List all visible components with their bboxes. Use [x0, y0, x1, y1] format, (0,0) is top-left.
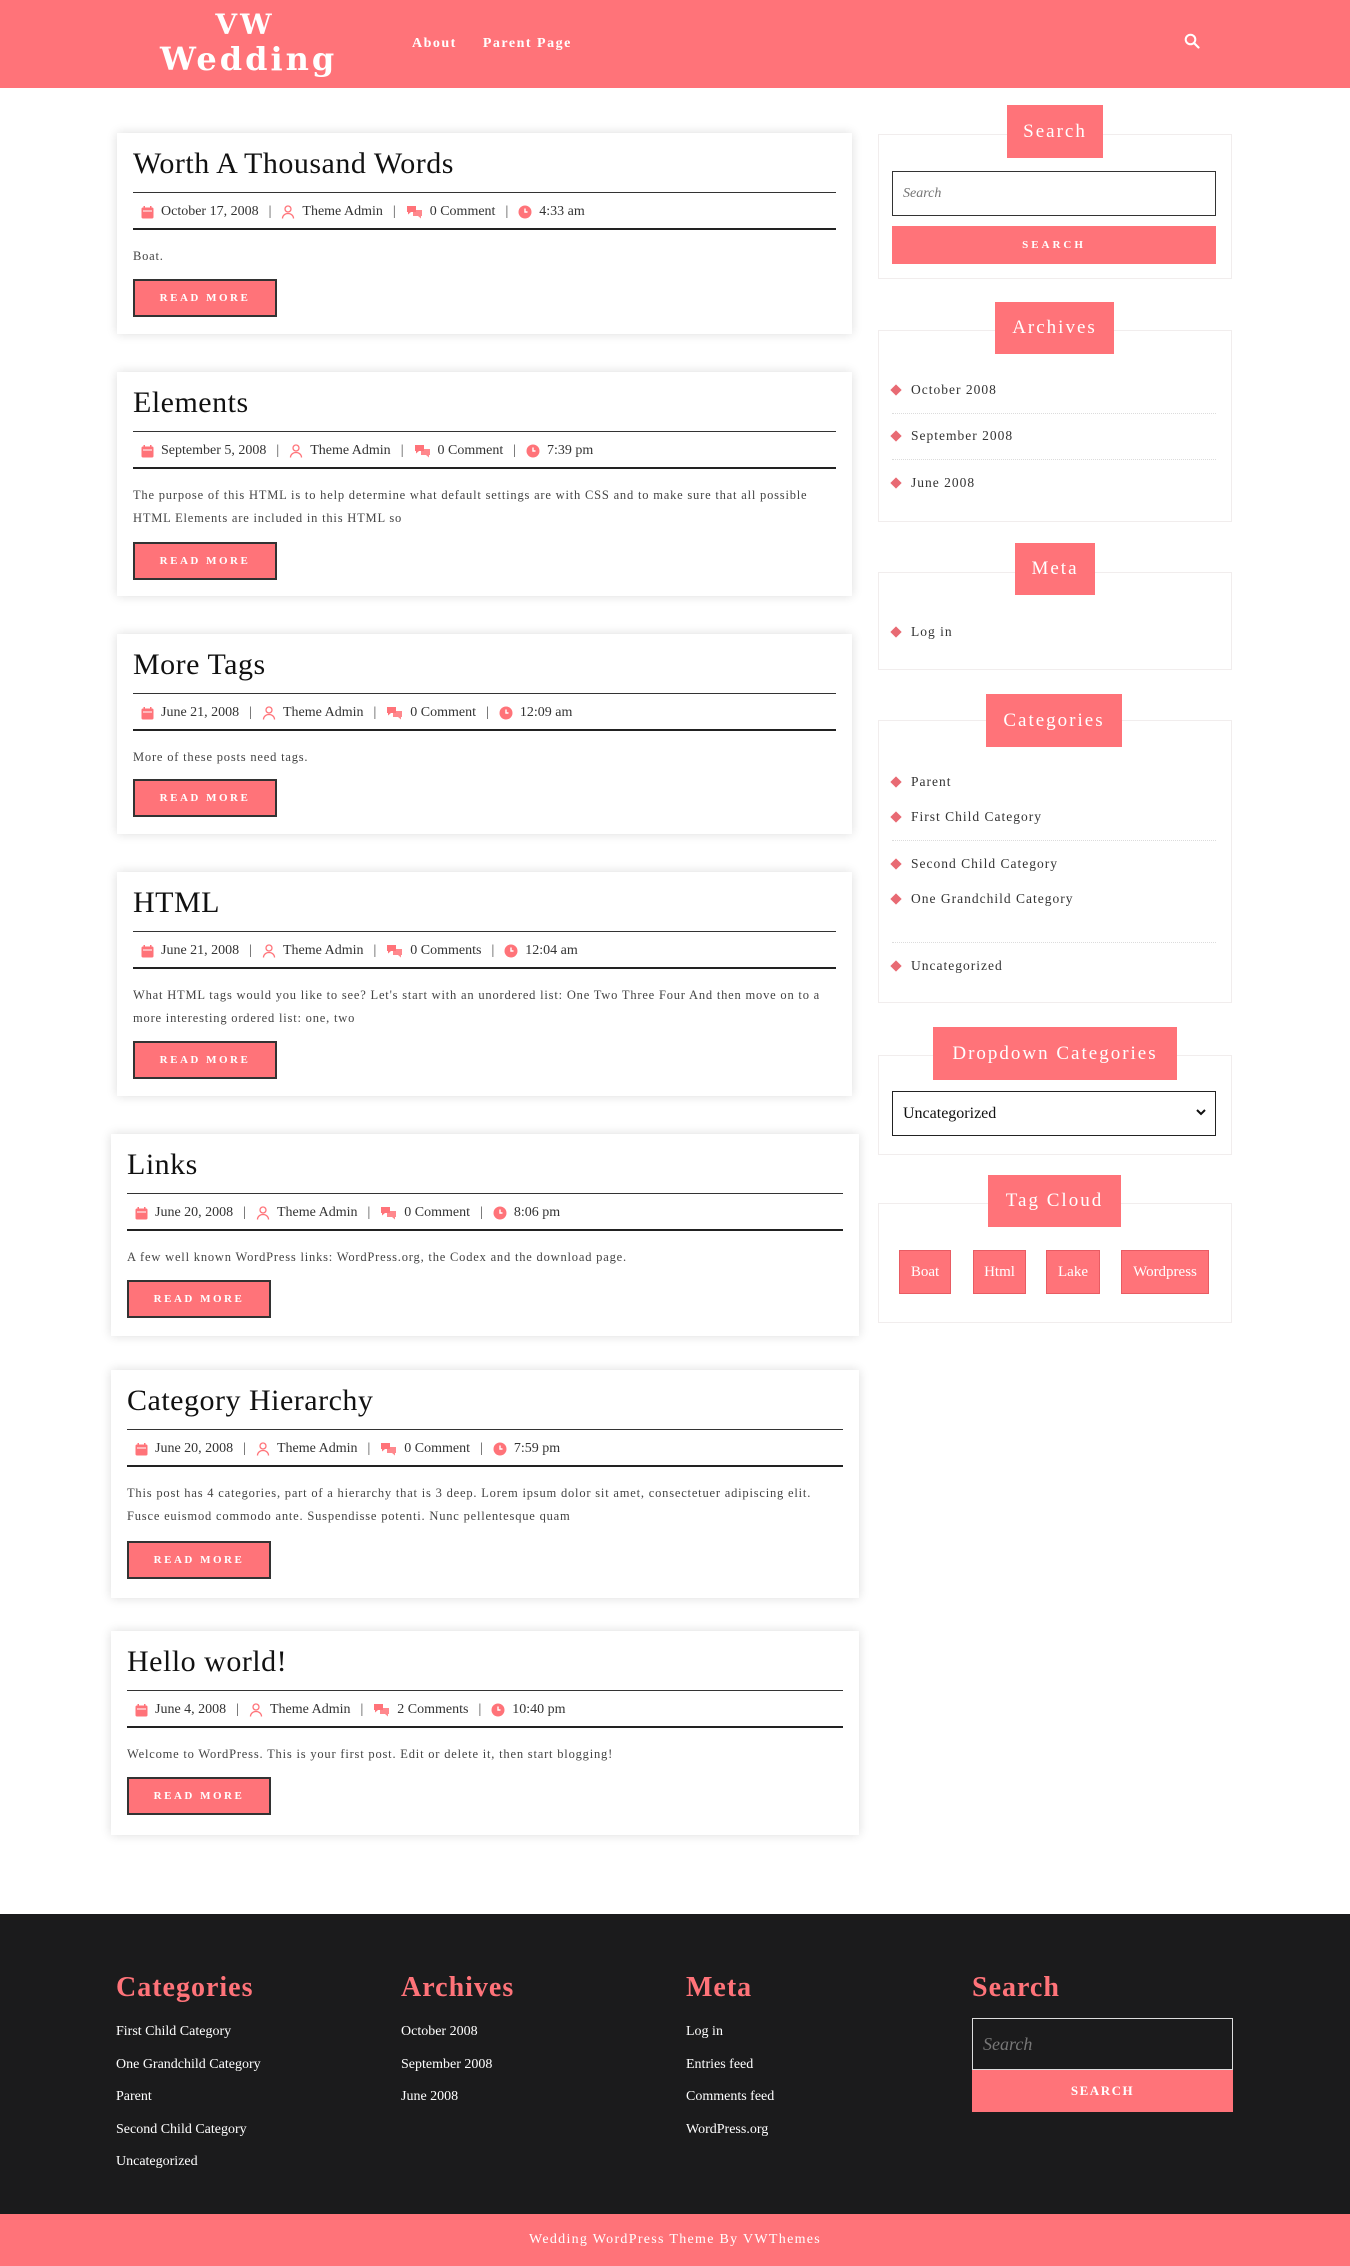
footer-meta-title: Meta [686, 1972, 753, 2003]
comments-icon [386, 706, 403, 720]
category-link[interactable]: Parent [892, 774, 1216, 790]
post-card [111, 1370, 859, 1598]
post-author[interactable]: Theme Admin [310, 443, 391, 458]
post-title[interactable]: Worth A Thousand Words [133, 147, 454, 180]
meta-separator: | [276, 443, 280, 458]
meta-separator: | [491, 943, 495, 958]
search-icon [1184, 33, 1200, 49]
post-date[interactable]: June 21, 2008 [161, 705, 240, 720]
post-card [117, 372, 852, 596]
title-divider [127, 1429, 843, 1430]
widget-title-dropdown-categories: Dropdown Categories [933, 1027, 1177, 1080]
widget-title-meta: Meta [1015, 543, 1095, 595]
category-link[interactable]: Uncategorized [892, 958, 1216, 974]
footer-meta-link[interactable]: Log in [686, 2024, 723, 2039]
post-excerpt: This post has 4 categories, part of a hierarchy that is 3 deep. Lorem ipsum dolor sit amet, consectetuer adipiscing elit. Fusce euismod commodo ante. Suspendisse potenti. Nunc pellentesque quam [127, 1486, 812, 1523]
title-divider [133, 693, 836, 694]
site-logo[interactable] [160, 8, 338, 78]
main-nav [412, 36, 572, 52]
archive-link[interactable]: June 2008 [892, 475, 1216, 491]
post-meta [141, 937, 836, 965]
footer-meta-link[interactable]: Comments feed [686, 2089, 775, 2104]
divider [892, 942, 1216, 943]
read-more-button[interactable]: READ MORE [133, 779, 277, 817]
post-comments[interactable]: 0 Comment [404, 1205, 471, 1220]
meta-separator: | [243, 1441, 246, 1456]
archive-link[interactable]: September 2008 [892, 428, 1216, 444]
diamond-bullet-icon [890, 626, 901, 637]
read-more-button[interactable]: READ MORE [133, 1041, 277, 1079]
post-title[interactable]: Links [127, 1148, 198, 1181]
divider [892, 413, 1216, 414]
clock-icon [499, 706, 513, 720]
calendar-icon [135, 1704, 148, 1717]
post-author[interactable]: Theme Admin [302, 204, 383, 219]
meta-separator: | [367, 1441, 371, 1456]
sidebar-search-input[interactable] [892, 171, 1216, 216]
user-icon [249, 1703, 263, 1717]
diamond-bullet-icon [890, 811, 901, 822]
clock-icon [518, 205, 532, 219]
widget-title-categories: Categories [986, 694, 1122, 747]
diamond-bullet-icon [890, 477, 901, 488]
read-more-button[interactable]: READ MORE [127, 1541, 271, 1579]
tag-link[interactable]: Lake [1046, 1250, 1100, 1294]
title-divider [127, 1193, 843, 1194]
widget-title-tag-cloud: Tag Cloud [988, 1175, 1121, 1227]
post-date[interactable]: June 4, 2008 [155, 1702, 227, 1717]
post-excerpt: What HTML tags would you like to see? Let's start with an unordered list: One Two Three Four And then move on to a more interesting ordered list: one, two [133, 988, 821, 1025]
tag-link[interactable]: Wordpress [1121, 1250, 1209, 1294]
comments-icon [380, 1206, 397, 1220]
post-card [117, 133, 852, 334]
title-divider [133, 192, 836, 193]
post-author[interactable]: Theme Admin [282, 705, 364, 720]
post-excerpt: A few well known WordPress links: WordPress.org, the Codex and the download page. [127, 1250, 627, 1264]
header-search-button[interactable] [1184, 33, 1210, 59]
title-divider [133, 931, 836, 932]
logo-line2: Wedding [160, 40, 338, 78]
logo-line1: VW [215, 8, 275, 41]
post-time: 7:59 pm [513, 1441, 561, 1456]
title-divider [127, 1690, 843, 1691]
copyright-text[interactable]: Wedding WordPress Theme By VWThemes [528, 2232, 822, 2247]
meta-divider [127, 1465, 843, 1467]
post-meta [135, 1199, 843, 1227]
footer-search-input[interactable]: Search [972, 2018, 1233, 2070]
meta-divider [133, 967, 836, 969]
post-card [111, 1631, 859, 1835]
clock-icon [493, 1442, 507, 1456]
post-title[interactable]: Elements [133, 386, 249, 419]
read-more-button[interactable]: READ MORE [133, 279, 277, 317]
post-card [111, 1134, 859, 1336]
footer-archive-link[interactable]: October 2008 [401, 2024, 478, 2039]
meta-separator: | [480, 1205, 483, 1220]
post-comments[interactable]: 0 Comment [429, 204, 496, 219]
footer-search-title: Search [972, 1972, 1060, 2003]
post-author[interactable]: Theme Admin [276, 1205, 358, 1220]
comments-icon [373, 1703, 390, 1717]
post-excerpt: Welcome to WordPress. This is your first post. Edit or delete it, then start blogging! [127, 1747, 614, 1761]
divider [892, 840, 1216, 841]
widget-title-search: Search [1007, 105, 1103, 158]
widget-title-archives: Archives [995, 302, 1114, 354]
meta-separator: | [249, 943, 252, 958]
post-card [117, 872, 852, 1096]
post-excerpt: More of these posts need tags. [133, 750, 309, 764]
calendar-icon [135, 1443, 148, 1456]
clock-icon [526, 444, 540, 458]
meta-divider [127, 1726, 843, 1728]
meta-separator: | [249, 705, 252, 720]
post-meta [135, 1696, 843, 1724]
post-time: 4:33 am [539, 204, 585, 219]
post-comments[interactable]: 2 Comments [397, 1702, 469, 1717]
meta-separator: | [400, 443, 404, 458]
chevron-down-icon [1195, 1106, 1207, 1118]
diamond-bullet-icon [890, 776, 901, 787]
post-meta [141, 699, 836, 727]
sidebar-search-button[interactable]: SEARCH [892, 226, 1216, 264]
meta-separator: | [268, 204, 272, 219]
footer-category-link[interactable]: One Grandchild Category [116, 2057, 261, 2072]
meta-separator: | [505, 204, 509, 219]
category-link[interactable]: Second Child Category [892, 856, 1216, 872]
diamond-bullet-icon [890, 858, 901, 869]
meta-divider [133, 228, 836, 230]
post-date[interactable]: September 5, 2008 [161, 443, 267, 458]
title-divider [133, 431, 836, 432]
diamond-bullet-icon [890, 893, 901, 904]
meta-separator: | [373, 705, 377, 720]
comments-icon [406, 205, 423, 219]
post-meta [135, 1435, 843, 1463]
meta-separator: | [480, 1441, 483, 1456]
meta-separator: | [236, 1702, 239, 1717]
post-title[interactable]: More Tags [133, 648, 266, 681]
read-more-button[interactable]: READ MORE [133, 542, 277, 580]
meta-separator: | [360, 1702, 364, 1717]
tag-link[interactable]: Boat [899, 1250, 951, 1294]
post-excerpt: The purpose of this HTML is to help determine what default settings are with CSS and to make sure that all possible HTML Elements are included in this HTML so [133, 488, 808, 525]
clock-icon [504, 944, 518, 958]
category-dropdown[interactable] [892, 1091, 1216, 1136]
diamond-bullet-icon [890, 430, 901, 441]
footer-categories-title: Categories [116, 1972, 254, 2003]
meta-separator: | [478, 1702, 482, 1717]
user-icon [256, 1206, 270, 1220]
meta-link[interactable]: Log in [892, 624, 1216, 640]
category-link[interactable]: One Grandchild Category [892, 891, 1216, 907]
comments-icon [414, 444, 431, 458]
calendar-icon [141, 945, 154, 958]
tag-link[interactable]: Html [973, 1250, 1026, 1294]
archives-widget [878, 330, 1232, 522]
post-time: 7:39 pm [547, 443, 594, 458]
meta-separator: | [367, 1205, 371, 1220]
calendar-icon [141, 707, 154, 720]
post-date[interactable]: June 21, 2008 [161, 943, 240, 958]
post-title[interactable]: HTML [133, 886, 220, 919]
post-time: 10:40 pm [512, 1702, 566, 1717]
post-comments[interactable]: 0 Comment [437, 443, 504, 458]
nav-item-parent-page[interactable]: Parent Page [482, 36, 572, 51]
footer-archives-title: Archives [401, 1972, 515, 2003]
calendar-icon [135, 1207, 148, 1220]
diamond-bullet-icon [890, 960, 901, 971]
footer-category-link[interactable]: Uncategorized [116, 2154, 198, 2169]
comments-icon [386, 944, 403, 958]
nav-item-about[interactable]: About [412, 36, 457, 51]
user-icon [256, 1442, 270, 1456]
user-icon [262, 706, 276, 720]
footer-category-link[interactable]: Parent [116, 2089, 152, 2104]
post-comments[interactable]: 0 Comment [410, 705, 477, 720]
post-title[interactable]: Category Hierarchy [127, 1384, 374, 1417]
post-date[interactable]: June 20, 2008 [155, 1441, 234, 1456]
meta-separator: | [373, 943, 377, 958]
archive-link[interactable]: October 2008 [892, 382, 1216, 398]
post-date[interactable]: October 17, 2008 [161, 204, 259, 219]
footer-category-link[interactable]: First Child Category [116, 2024, 232, 2039]
footer-meta-link[interactable]: Entries feed [686, 2057, 754, 2072]
category-link[interactable]: First Child Category [892, 809, 1216, 825]
read-more-button[interactable]: READ MORE [127, 1777, 271, 1815]
meta-divider [133, 729, 836, 731]
diamond-bullet-icon [890, 384, 901, 395]
footer-meta-link[interactable]: WordPress.org [686, 2122, 769, 2137]
post-author[interactable]: Theme Admin [269, 1702, 351, 1717]
comments-icon [380, 1442, 397, 1456]
post-excerpt: Boat. [133, 249, 164, 263]
footer-archive-link[interactable]: June 2008 [401, 2089, 459, 2104]
post-time: 8:06 pm [513, 1205, 561, 1220]
dropdown-selected-value: Uncategorized [903, 1104, 997, 1122]
clock-icon [491, 1703, 505, 1717]
meta-divider [127, 1229, 843, 1231]
post-comments[interactable]: 0 Comment [404, 1441, 471, 1456]
post-time: 12:04 am [525, 943, 578, 958]
calendar-icon [141, 206, 154, 219]
post-title[interactable]: Hello world! [127, 1645, 288, 1678]
meta-separator: | [486, 705, 489, 720]
meta-separator: | [392, 204, 396, 219]
user-icon [289, 444, 303, 458]
footer-category-link[interactable]: Second Child Category [116, 2122, 247, 2137]
calendar-icon [141, 445, 154, 458]
post-date[interactable]: June 20, 2008 [155, 1205, 234, 1220]
footer-archive-link[interactable]: September 2008 [401, 2057, 493, 2072]
footer-search-button[interactable]: SEARCH [972, 2070, 1233, 2112]
meta-separator: | [513, 443, 517, 458]
divider [892, 459, 1216, 460]
user-icon [262, 944, 276, 958]
site-header [0, 0, 1350, 88]
post-author[interactable]: Theme Admin [282, 943, 364, 958]
copyright-bar [0, 2214, 1350, 2266]
clock-icon [493, 1206, 507, 1220]
meta-divider [133, 467, 836, 469]
post-meta [141, 437, 836, 465]
post-comments[interactable]: 0 Comments [410, 943, 482, 958]
read-more-button[interactable]: READ MORE [127, 1280, 271, 1318]
meta-separator: | [243, 1205, 246, 1220]
post-meta [141, 198, 836, 226]
post-author[interactable]: Theme Admin [276, 1441, 358, 1456]
post-card [117, 634, 852, 834]
post-time: 12:09 am [519, 705, 573, 720]
user-icon [281, 205, 295, 219]
